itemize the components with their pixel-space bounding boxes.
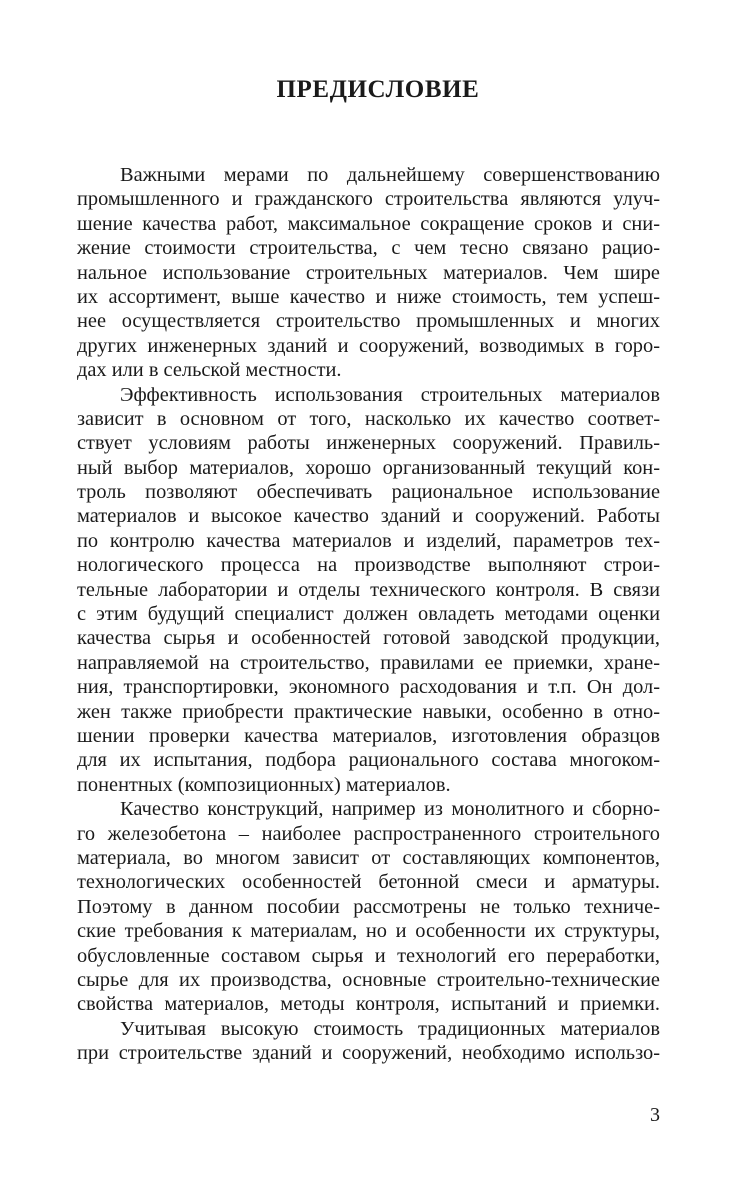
text-line: с этим будущий специалист должен овладеть методами оценки [77, 603, 660, 626]
text-line: нологического процесса на производстве выполняют строи- [77, 554, 660, 577]
paragraph [77, 1017, 660, 1066]
text-line: обусловленные составом сырья и технологий его переработки, [77, 944, 660, 967]
text-line: жение стоимости строительства, с чем тесно связано рацио- [77, 237, 660, 260]
text-line: при строительстве зданий и сооружений, необходимо использо- [77, 1042, 660, 1065]
text-line: понентных (композиционных) материалов. [77, 773, 451, 796]
text-line: других инженерных зданий и сооружений, возводимых в горо- [77, 334, 660, 357]
text-line: го железобетона – наиболее распространенного строительного [77, 822, 660, 845]
text-line: сырье для их производства, основные строительно-технические [77, 968, 660, 991]
text-line: свойства материалов, методы контроля, испытаний и приемки. [77, 993, 660, 1016]
text-line: нее осуществляется строительство промышленных и многих [77, 310, 660, 333]
text-line: для их испытания, подбора рационального состава многоком- [77, 749, 660, 772]
paragraph [77, 383, 660, 798]
text-line: Качество конструкций, например из монолитного и сборно- [120, 798, 660, 821]
text-line: шение качества работ, максимальное сокращение сроков и сни- [77, 212, 660, 235]
page-title: ПРЕДИСЛОВИЕ [276, 76, 480, 103]
text-line: зависит в основном от того, насколько их качество соответ- [77, 407, 660, 430]
text-line: дах или в сельской местности. [77, 359, 342, 382]
text-line: ния, транспортировки, экономного расходования и т.п. Он дол- [77, 676, 660, 699]
body-text [77, 163, 660, 1065]
text-line: ские требования к материалам, но и особенности их структуры, [77, 920, 660, 943]
text-line: качества сырья и особенностей готовой заводской продукции, [77, 627, 660, 650]
text-line: материала, во многом зависит от составляющих компонентов, [77, 846, 660, 869]
text-line: ный выбор материалов, хорошо организованный текущий кон- [77, 456, 660, 479]
text-line: тельные лаборатории и отделы технического контроля. В связи [77, 578, 660, 601]
text-line: нальное использование строительных материалов. Чем шире [77, 261, 660, 284]
text-line: по контролю качества материалов и изделий, параметров тех- [77, 529, 660, 552]
paragraph [77, 797, 660, 1017]
text-line: направляемой на строительство, правилами ее приемки, хране- [77, 651, 660, 674]
text-line: материалов и высокое качество зданий и сооружений. Работы [77, 505, 660, 528]
text-line: промышленного и гражданского строительства являются улуч- [77, 188, 660, 211]
text-line: Поэтому в данном пособии рассмотрены не только техниче- [77, 895, 660, 918]
text-line: ствует условиям работы инженерных сооружений. Правиль- [77, 432, 660, 455]
text-line: троль позволяют обеспечивать рациональное использование [77, 481, 660, 504]
text-line: их ассортимент, выше качество и ниже стоимость, тем успеш- [77, 285, 660, 308]
text-line: шении проверки качества материалов, изготовления образцов [77, 724, 660, 747]
text-line: технологических особенностей бетонной смеси и арматуры. [77, 871, 660, 894]
page-number: 3 [650, 1104, 660, 1126]
text-line: Учитывая высокую стоимость традиционных материалов [120, 1017, 660, 1040]
text-line: жен также приобрести практические навыки, особенно в отно- [77, 700, 660, 723]
paragraph [77, 163, 660, 383]
text-line: Эффективность использования строительных материалов [120, 383, 660, 406]
text-line: Важными мерами по дальнейшему совершенствованию [120, 164, 660, 186]
